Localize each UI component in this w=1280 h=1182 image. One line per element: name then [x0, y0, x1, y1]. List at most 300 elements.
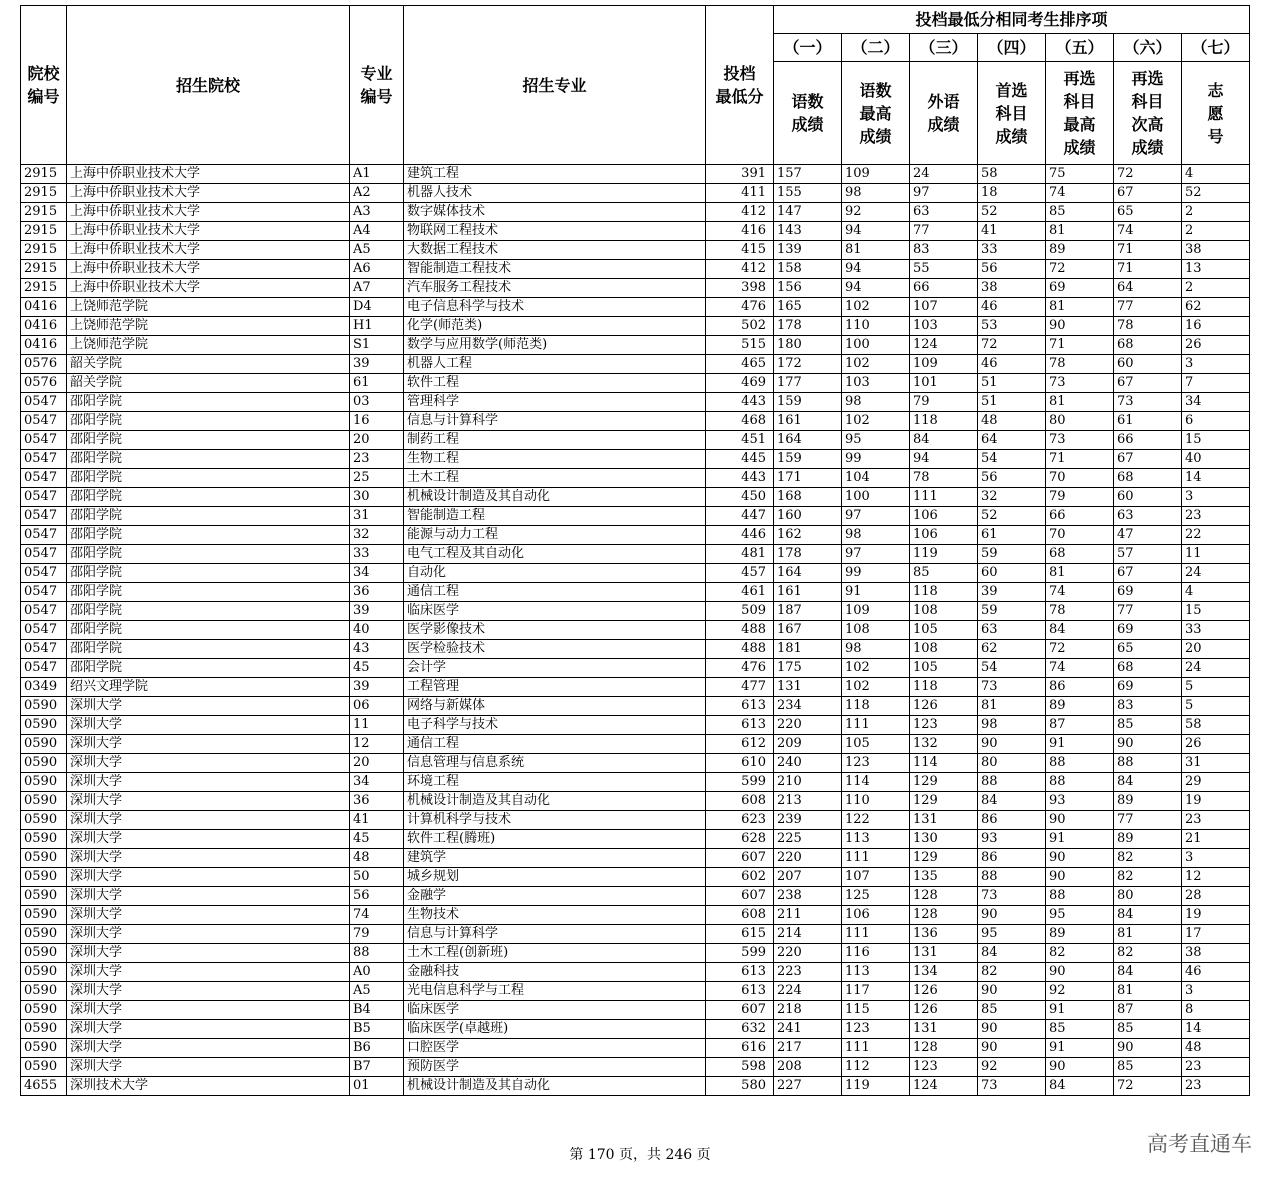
sort-1-cell: 239	[774, 811, 842, 830]
major-name-cell: 物联网工程技术	[404, 222, 706, 241]
sort-2-cell: 92	[842, 203, 910, 222]
major-code-cell: B6	[350, 1039, 404, 1058]
sort-4-cell: 82	[978, 963, 1046, 982]
min-score-cell: 447	[706, 507, 774, 526]
sort-5-cell: 88	[1046, 754, 1114, 773]
table-row	[21, 925, 1250, 944]
sort-5-cell: 66	[1046, 507, 1114, 526]
sort-7-cell: 21	[1182, 830, 1250, 849]
sort-7-cell: 15	[1182, 431, 1250, 450]
sort-1-cell: 161	[774, 583, 842, 602]
sort-3-cell: 126	[910, 1001, 978, 1020]
header-order-label: （四）	[978, 34, 1046, 62]
sort-1-cell: 225	[774, 830, 842, 849]
school-code-cell: 0547	[21, 488, 67, 507]
sort-6-cell: 60	[1114, 355, 1182, 374]
sort-2-cell: 94	[842, 279, 910, 298]
sort-2-cell: 108	[842, 621, 910, 640]
min-score-cell: 607	[706, 1001, 774, 1020]
school-name-cell: 深圳大学	[67, 716, 350, 735]
sort-2-cell: 94	[842, 260, 910, 279]
sort-1-cell: 177	[774, 374, 842, 393]
major-code-cell: A4	[350, 222, 404, 241]
major-name-cell: 机械设计制造及其自动化	[404, 488, 706, 507]
school-name-cell: 深圳大学	[67, 792, 350, 811]
sort-7-cell: 17	[1182, 925, 1250, 944]
sort-6-cell: 81	[1114, 982, 1182, 1001]
school-code-cell: 0547	[21, 431, 67, 450]
major-code-cell: 39	[350, 678, 404, 697]
sort-2-cell: 94	[842, 222, 910, 241]
school-code-cell: 0590	[21, 830, 67, 849]
school-code-cell: 0590	[21, 1020, 67, 1039]
sort-5-cell: 70	[1046, 526, 1114, 545]
sort-6-cell: 68	[1114, 659, 1182, 678]
table-row	[21, 526, 1250, 545]
school-code-cell: 0547	[21, 602, 67, 621]
major-name-cell: 大数据工程技术	[404, 241, 706, 260]
sort-6-cell: 84	[1114, 773, 1182, 792]
major-code-cell: B7	[350, 1058, 404, 1077]
school-name-cell: 上海中侨职业技术大学	[67, 260, 350, 279]
school-code-cell: 0547	[21, 545, 67, 564]
school-name-cell: 上海中侨职业技术大学	[67, 203, 350, 222]
major-code-cell: S1	[350, 336, 404, 355]
sort-7-cell: 7	[1182, 374, 1250, 393]
sort-4-cell: 58	[978, 165, 1046, 184]
major-name-cell: 生物工程	[404, 450, 706, 469]
sort-4-cell: 46	[978, 298, 1046, 317]
school-code-cell: 0547	[21, 507, 67, 526]
major-name-cell: 临床医学(卓越班)	[404, 1020, 706, 1039]
major-code-cell: A0	[350, 963, 404, 982]
sort-3-cell: 108	[910, 640, 978, 659]
major-code-cell: 48	[350, 849, 404, 868]
table-row	[21, 849, 1250, 868]
school-code-cell: 0416	[21, 336, 67, 355]
major-code-cell: A5	[350, 241, 404, 260]
sort-3-cell: 118	[910, 678, 978, 697]
sort-6-cell: 89	[1114, 792, 1182, 811]
sort-3-cell: 111	[910, 488, 978, 507]
table-row	[21, 735, 1250, 754]
sort-3-cell: 119	[910, 545, 978, 564]
sort-1-cell: 214	[774, 925, 842, 944]
school-name-cell: 上海中侨职业技术大学	[67, 165, 350, 184]
major-name-cell: 生物技术	[404, 906, 706, 925]
sort-3-cell: 123	[910, 716, 978, 735]
table-row	[21, 469, 1250, 488]
table-row	[21, 260, 1250, 279]
sort-3-cell: 105	[910, 659, 978, 678]
school-name-cell: 邵阳学院	[67, 659, 350, 678]
sort-4-cell: 53	[978, 317, 1046, 336]
min-score-cell: 613	[706, 982, 774, 1001]
header-order-label: （六）	[1114, 34, 1182, 62]
header-major-code: 专业 编号	[350, 6, 404, 165]
sort-3-cell: 136	[910, 925, 978, 944]
sort-3-cell: 126	[910, 697, 978, 716]
sort-4-cell: 72	[978, 336, 1046, 355]
sort-6-cell: 82	[1114, 944, 1182, 963]
sort-6-cell: 88	[1114, 754, 1182, 773]
header-major-name: 招生专业	[404, 6, 706, 165]
sort-2-cell: 99	[842, 450, 910, 469]
sort-1-cell: 131	[774, 678, 842, 697]
sort-2-cell: 98	[842, 640, 910, 659]
major-code-cell: 43	[350, 640, 404, 659]
sort-1-cell: 241	[774, 1020, 842, 1039]
major-name-cell: 城乡规划	[404, 868, 706, 887]
major-name-cell: 数字媒体技术	[404, 203, 706, 222]
min-score-cell: 391	[706, 165, 774, 184]
sort-7-cell: 14	[1182, 469, 1250, 488]
sort-7-cell: 8	[1182, 1001, 1250, 1020]
sort-6-cell: 47	[1114, 526, 1182, 545]
sort-5-cell: 75	[1046, 165, 1114, 184]
sort-2-cell: 105	[842, 735, 910, 754]
table-row	[21, 203, 1250, 222]
sort-7-cell: 23	[1182, 1058, 1250, 1077]
sort-5-cell: 74	[1046, 659, 1114, 678]
sort-4-cell: 90	[978, 1020, 1046, 1039]
sort-2-cell: 95	[842, 431, 910, 450]
sort-5-cell: 81	[1046, 564, 1114, 583]
sort-5-cell: 89	[1046, 241, 1114, 260]
school-name-cell: 深圳大学	[67, 868, 350, 887]
major-code-cell: 16	[350, 412, 404, 431]
sort-4-cell: 73	[978, 1077, 1046, 1096]
table-row	[21, 374, 1250, 393]
sort-6-cell: 67	[1114, 564, 1182, 583]
school-code-cell: 0547	[21, 393, 67, 412]
major-code-cell: 45	[350, 830, 404, 849]
table-row	[21, 1077, 1250, 1096]
school-code-cell: 0547	[21, 450, 67, 469]
table-row	[21, 678, 1250, 697]
sort-1-cell: 181	[774, 640, 842, 659]
table-row	[21, 355, 1250, 374]
sort-3-cell: 109	[910, 355, 978, 374]
sort-5-cell: 95	[1046, 906, 1114, 925]
major-name-cell: 土木工程	[404, 469, 706, 488]
sort-6-cell: 74	[1114, 222, 1182, 241]
major-code-cell: 25	[350, 469, 404, 488]
major-name-cell: 口腔医学	[404, 1039, 706, 1058]
sort-1-cell: 164	[774, 564, 842, 583]
sort-5-cell: 74	[1046, 184, 1114, 203]
sort-3-cell: 126	[910, 982, 978, 1001]
sort-5-cell: 90	[1046, 1058, 1114, 1077]
sort-7-cell: 15	[1182, 602, 1250, 621]
header-sort-item: 再选 科目 次高 成绩	[1114, 62, 1182, 165]
sort-2-cell: 102	[842, 659, 910, 678]
sort-3-cell: 63	[910, 203, 978, 222]
school-code-cell: 2915	[21, 203, 67, 222]
school-name-cell: 邵阳学院	[67, 393, 350, 412]
major-code-cell: 06	[350, 697, 404, 716]
watermark-text: 高考直通车	[1147, 1132, 1252, 1156]
major-name-cell: 软件工程(腾班)	[404, 830, 706, 849]
school-code-cell: 0590	[21, 887, 67, 906]
school-name-cell: 深圳大学	[67, 697, 350, 716]
sort-4-cell: 84	[978, 944, 1046, 963]
min-score-cell: 488	[706, 621, 774, 640]
school-code-cell: 2915	[21, 241, 67, 260]
table-row	[21, 697, 1250, 716]
sort-6-cell: 68	[1114, 336, 1182, 355]
sort-2-cell: 107	[842, 868, 910, 887]
school-name-cell: 深圳大学	[67, 925, 350, 944]
header-order-label: （二）	[842, 34, 910, 62]
major-name-cell: 管理科学	[404, 393, 706, 412]
major-code-cell: A1	[350, 165, 404, 184]
table-row	[21, 317, 1250, 336]
min-score-cell: 477	[706, 678, 774, 697]
school-code-cell: 0590	[21, 716, 67, 735]
sort-3-cell: 132	[910, 735, 978, 754]
sort-6-cell: 67	[1114, 374, 1182, 393]
sort-7-cell: 46	[1182, 963, 1250, 982]
sort-2-cell: 111	[842, 925, 910, 944]
major-code-cell: 41	[350, 811, 404, 830]
min-score-cell: 580	[706, 1077, 774, 1096]
sort-5-cell: 93	[1046, 792, 1114, 811]
sort-1-cell: 160	[774, 507, 842, 526]
table-row	[21, 1039, 1250, 1058]
sort-5-cell: 69	[1046, 279, 1114, 298]
sort-1-cell: 161	[774, 412, 842, 431]
school-name-cell: 邵阳学院	[67, 602, 350, 621]
major-code-cell: 01	[350, 1077, 404, 1096]
sort-2-cell: 112	[842, 1058, 910, 1077]
sort-5-cell: 73	[1046, 374, 1114, 393]
school-name-cell: 深圳大学	[67, 887, 350, 906]
major-name-cell: 建筑学	[404, 849, 706, 868]
sort-2-cell: 81	[842, 241, 910, 260]
major-code-cell: 30	[350, 488, 404, 507]
major-code-cell: A3	[350, 203, 404, 222]
sort-5-cell: 90	[1046, 849, 1114, 868]
sort-2-cell: 123	[842, 754, 910, 773]
sort-2-cell: 102	[842, 355, 910, 374]
school-code-cell: 0547	[21, 564, 67, 583]
sort-4-cell: 56	[978, 469, 1046, 488]
sort-1-cell: 172	[774, 355, 842, 374]
major-code-cell: 11	[350, 716, 404, 735]
sort-1-cell: 220	[774, 849, 842, 868]
sort-2-cell: 111	[842, 849, 910, 868]
sort-7-cell: 20	[1182, 640, 1250, 659]
min-score-cell: 476	[706, 659, 774, 678]
school-code-cell: 0590	[21, 868, 67, 887]
sort-6-cell: 67	[1114, 450, 1182, 469]
school-name-cell: 邵阳学院	[67, 564, 350, 583]
sort-4-cell: 92	[978, 1058, 1046, 1077]
major-code-cell: A5	[350, 982, 404, 1001]
sort-7-cell: 19	[1182, 792, 1250, 811]
school-code-cell: 0590	[21, 811, 67, 830]
sort-7-cell: 33	[1182, 621, 1250, 640]
sort-3-cell: 84	[910, 431, 978, 450]
major-name-cell: 电子信息科学与技术	[404, 298, 706, 317]
school-code-cell: 4655	[21, 1077, 67, 1096]
school-code-cell: 0349	[21, 678, 67, 697]
sort-2-cell: 98	[842, 393, 910, 412]
school-name-cell: 邵阳学院	[67, 526, 350, 545]
sort-1-cell: 139	[774, 241, 842, 260]
sort-1-cell: 165	[774, 298, 842, 317]
min-score-cell: 481	[706, 545, 774, 564]
sort-4-cell: 73	[978, 887, 1046, 906]
major-name-cell: 电气工程及其自动化	[404, 545, 706, 564]
sort-4-cell: 39	[978, 583, 1046, 602]
sort-2-cell: 111	[842, 1039, 910, 1058]
sort-4-cell: 80	[978, 754, 1046, 773]
major-code-cell: 74	[350, 906, 404, 925]
school-name-cell: 邵阳学院	[67, 488, 350, 507]
school-name-cell: 上海中侨职业技术大学	[67, 222, 350, 241]
sort-4-cell: 41	[978, 222, 1046, 241]
sort-6-cell: 83	[1114, 697, 1182, 716]
min-score-cell: 488	[706, 640, 774, 659]
major-code-cell: 56	[350, 887, 404, 906]
major-name-cell: 自动化	[404, 564, 706, 583]
school-name-cell: 深圳大学	[67, 944, 350, 963]
min-score-cell: 451	[706, 431, 774, 450]
sort-6-cell: 82	[1114, 868, 1182, 887]
sort-6-cell: 89	[1114, 830, 1182, 849]
sort-3-cell: 24	[910, 165, 978, 184]
school-code-cell: 0590	[21, 963, 67, 982]
school-name-cell: 邵阳学院	[67, 412, 350, 431]
table-row	[21, 1020, 1250, 1039]
sort-6-cell: 77	[1114, 602, 1182, 621]
sort-3-cell: 135	[910, 868, 978, 887]
sort-2-cell: 125	[842, 887, 910, 906]
sort-3-cell: 118	[910, 583, 978, 602]
major-code-cell: 79	[350, 925, 404, 944]
major-name-cell: 临床医学	[404, 602, 706, 621]
sort-2-cell: 113	[842, 963, 910, 982]
table-row	[21, 773, 1250, 792]
sort-1-cell: 178	[774, 317, 842, 336]
sort-7-cell: 24	[1182, 659, 1250, 678]
sort-7-cell: 4	[1182, 583, 1250, 602]
sort-3-cell: 55	[910, 260, 978, 279]
major-name-cell: 通信工程	[404, 583, 706, 602]
sort-5-cell: 90	[1046, 868, 1114, 887]
sort-1-cell: 207	[774, 868, 842, 887]
sort-6-cell: 71	[1114, 241, 1182, 260]
sort-3-cell: 85	[910, 564, 978, 583]
school-name-cell: 深圳大学	[67, 1058, 350, 1077]
header-sort-group: 投档最低分相同考生排序项	[774, 6, 1250, 34]
sort-6-cell: 80	[1114, 887, 1182, 906]
header-sort-item: 再选 科目 最高 成绩	[1046, 62, 1114, 165]
min-score-cell: 599	[706, 773, 774, 792]
school-code-cell: 2915	[21, 260, 67, 279]
sort-4-cell: 86	[978, 849, 1046, 868]
sort-4-cell: 38	[978, 279, 1046, 298]
sort-1-cell: 168	[774, 488, 842, 507]
sort-5-cell: 79	[1046, 488, 1114, 507]
table-row	[21, 564, 1250, 583]
header-sort-item: 首选 科目 成绩	[978, 62, 1046, 165]
major-code-cell: 31	[350, 507, 404, 526]
min-score-cell: 602	[706, 868, 774, 887]
sort-2-cell: 97	[842, 545, 910, 564]
sort-4-cell: 59	[978, 545, 1046, 564]
table-row	[21, 887, 1250, 906]
major-code-cell: D4	[350, 298, 404, 317]
min-score-cell: 613	[706, 697, 774, 716]
sort-7-cell: 22	[1182, 526, 1250, 545]
header-order-label: （五）	[1046, 34, 1114, 62]
sort-5-cell: 88	[1046, 887, 1114, 906]
school-name-cell: 深圳大学	[67, 963, 350, 982]
sort-4-cell: 48	[978, 412, 1046, 431]
sort-2-cell: 114	[842, 773, 910, 792]
table-row	[21, 507, 1250, 526]
major-name-cell: 化学(师范类)	[404, 317, 706, 336]
sort-2-cell: 113	[842, 830, 910, 849]
sort-6-cell: 72	[1114, 165, 1182, 184]
min-score-cell: 476	[706, 298, 774, 317]
major-name-cell: 通信工程	[404, 735, 706, 754]
sort-3-cell: 128	[910, 906, 978, 925]
sort-5-cell: 78	[1046, 602, 1114, 621]
school-name-cell: 上海中侨职业技术大学	[67, 279, 350, 298]
sort-5-cell: 91	[1046, 1001, 1114, 1020]
sort-1-cell: 210	[774, 773, 842, 792]
major-name-cell: 能源与动力工程	[404, 526, 706, 545]
school-code-cell: 0590	[21, 982, 67, 1001]
sort-7-cell: 2	[1182, 203, 1250, 222]
major-name-cell: 信息与计算科学	[404, 412, 706, 431]
header-sort-item: 志 愿 号	[1182, 62, 1250, 165]
min-score-cell: 411	[706, 184, 774, 203]
table-row	[21, 811, 1250, 830]
school-name-cell: 上海中侨职业技术大学	[67, 184, 350, 203]
sort-3-cell: 106	[910, 526, 978, 545]
major-code-cell: A7	[350, 279, 404, 298]
sort-2-cell: 111	[842, 716, 910, 735]
sort-7-cell: 23	[1182, 811, 1250, 830]
sort-6-cell: 64	[1114, 279, 1182, 298]
sort-1-cell: 175	[774, 659, 842, 678]
sort-4-cell: 64	[978, 431, 1046, 450]
major-name-cell: 软件工程	[404, 374, 706, 393]
sort-3-cell: 83	[910, 241, 978, 260]
major-code-cell: 33	[350, 545, 404, 564]
sort-5-cell: 73	[1046, 431, 1114, 450]
table-row	[21, 241, 1250, 260]
sort-3-cell: 124	[910, 336, 978, 355]
school-name-cell: 深圳大学	[67, 754, 350, 773]
sort-3-cell: 130	[910, 830, 978, 849]
major-code-cell: 45	[350, 659, 404, 678]
sort-5-cell: 90	[1046, 317, 1114, 336]
major-code-cell: 20	[350, 754, 404, 773]
sort-4-cell: 85	[978, 1001, 1046, 1020]
school-name-cell: 深圳大学	[67, 982, 350, 1001]
school-name-cell: 邵阳学院	[67, 507, 350, 526]
school-code-cell: 0590	[21, 697, 67, 716]
sort-6-cell: 85	[1114, 1058, 1182, 1077]
min-score-cell: 607	[706, 887, 774, 906]
min-score-cell: 461	[706, 583, 774, 602]
